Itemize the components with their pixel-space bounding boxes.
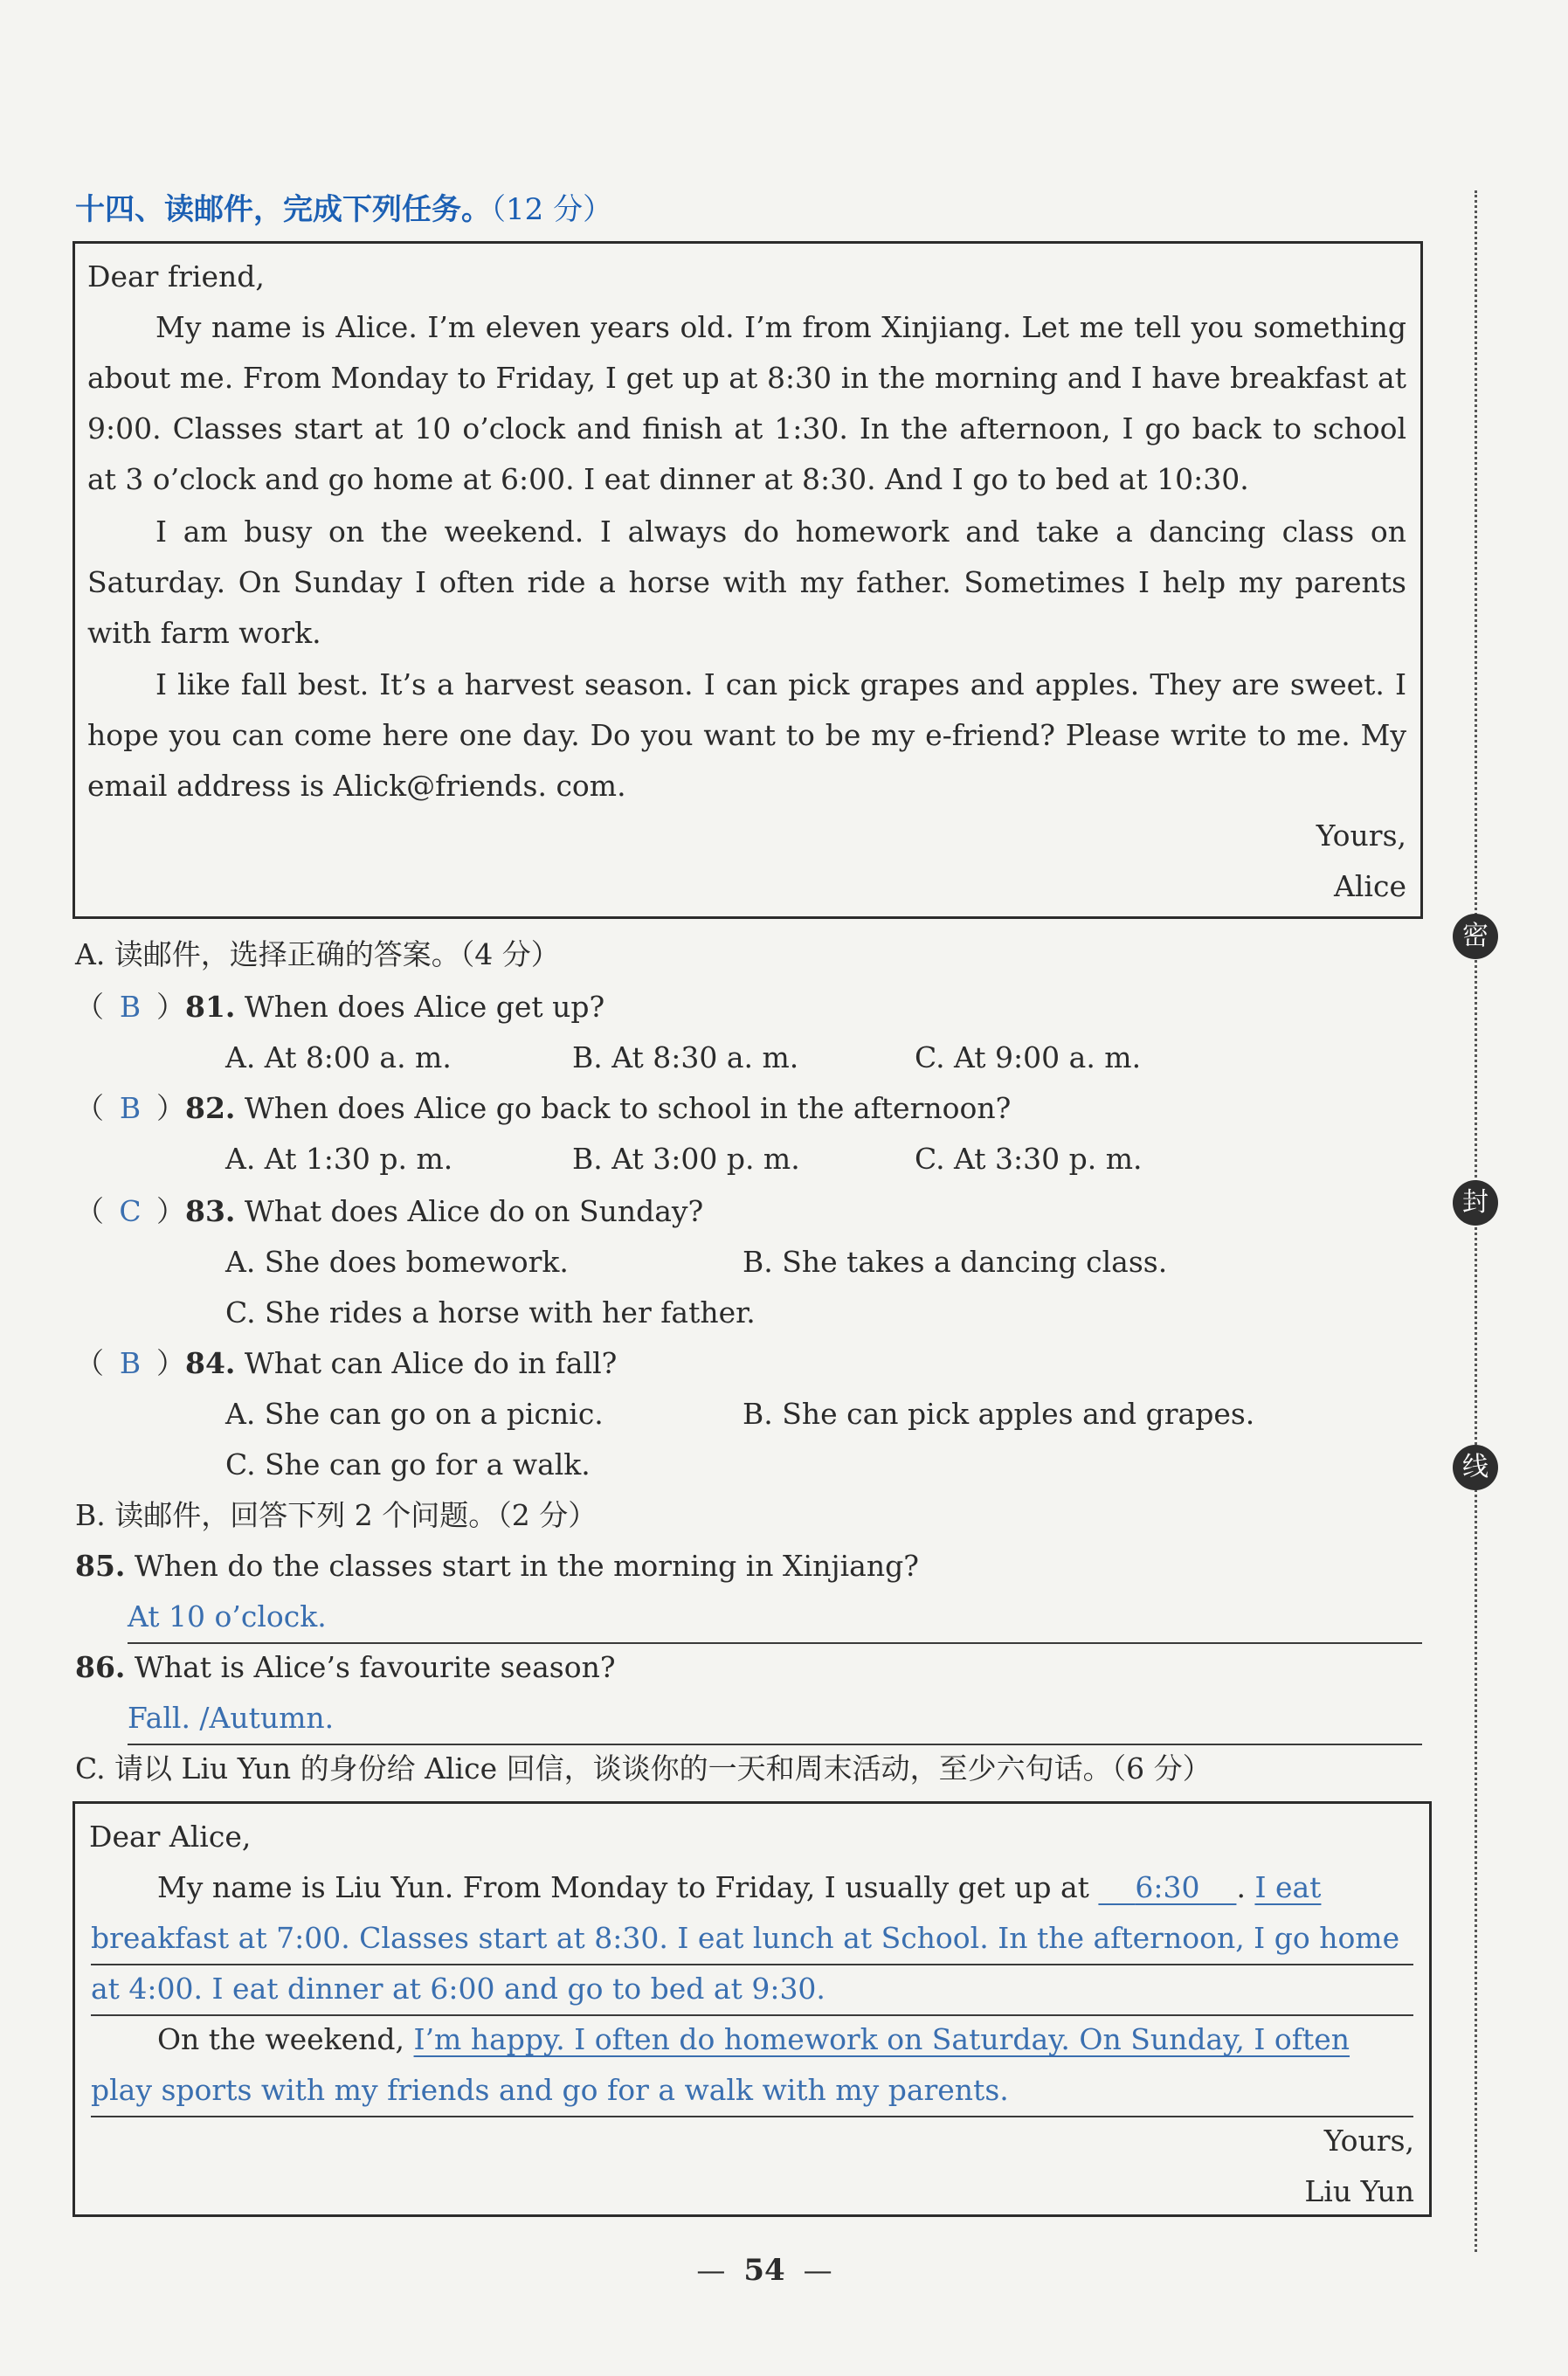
reply-greeting: Dear Alice, [89,1820,252,1854]
part-c-title: C. 请以 Liu Yun 的身份给 Alice 回信，谈谈你的一天和周末活动，至少六句话。（6 分） [75,1751,1212,1785]
seal-mark-feng: 封 [1453,1180,1498,1226]
reply-line-5: play sports with my friends and go for a walk with my parents. [91,2065,1413,2117]
section-title-text: 十四、读邮件，完成下列任务。 [75,192,491,227]
question-85: 85. When do the classes start in the morning in Xinjiang? [75,1549,919,1583]
option-84-c: C. She can go for a walk. [225,1447,591,1482]
letter-signature: Alice [1334,869,1406,903]
option-83-a: A. She does bomework. [225,1245,569,1279]
answer-86: Fall. /Autumn. [128,1693,1422,1745]
option-82-b: B. At 3:00 p. m. [572,1142,800,1176]
reply-line-4: On the weekend, I’m happy. I often do homework on Saturday. On Sunday, I often [157,2022,1350,2056]
option-82-a: A. At 1:30 p. m. [225,1142,453,1176]
letter-greeting: Dear friend, [87,259,265,294]
answer-82: B [119,1091,142,1125]
section-title [75,185,612,228]
option-84-b: B. She can pick apples and grapes. [743,1397,1255,1431]
page-dash-left: — [696,2253,726,2287]
seal-mark-xian: 线 [1453,1445,1498,1490]
part-b-title: B. 读邮件，回答下列 2 个问题。（2 分） [75,1498,597,1532]
option-83-c: C. She rides a horse with her father. [225,1295,756,1330]
question-84: （ B ）84. What can Alice do in fall? [75,1338,617,1389]
letter-paragraph-1: My name is Alice. I’m eleven years old. I’m from Xinjiang. Let me tell you something about me. From Monday to Friday, I get up at 8:30 in the morning and I have breakfast at 9:00. Classes start at 10 o’clock and finish at 1:30. In the afternoon, I go back to school at 3 o’clock and go home at 6:00. I eat dinner at 8:30. And I go to bed at 10:30. [87,310,1406,496]
letter-closing: Yours, [1316,818,1406,853]
question-83: （ C ）83. What does Alice do on Sunday? [75,1186,703,1237]
answer-81: B [119,990,142,1024]
option-81-c: C. At 9:00 a. m. [915,1040,1142,1074]
option-84-a: A. She can go on a picnic. [225,1397,604,1431]
option-81-a: A. At 8:00 a. m. [225,1040,452,1074]
question-81: （ B ）81. When does Alice get up? [75,982,604,1033]
answer-83: C [119,1194,142,1228]
reply-line-2: breakfast at 7:00. Classes start at 8:30. I eat lunch at School. In the afternoon, I go home [91,1913,1413,1965]
letter-paragraph-2: I am busy on the weekend. I always do homework and take a dancing class on Saturday. On Sunday I often ride a horse with my father. Sometimes I help my parents with farm work. [87,515,1406,650]
question-86: 86. What is Alice’s favourite season? [75,1650,616,1684]
reply-signature: Liu Yun [1304,2174,1414,2208]
part-a-title: A. 读邮件，选择正确的答案。（4 分） [75,937,560,971]
section-points: （12 分） [491,192,613,227]
reply-line-3: at 4:00. I eat dinner at 6:00 and go to bed at 9:30. [91,1964,1413,2016]
seal-mark-mi: 密 [1453,914,1498,959]
page-dash-right: — [803,2253,832,2287]
reply-blank-1: 6:30 [1135,1870,1200,1904]
reply-line-1: My name is Liu Yun. From Monday to Friday, I usually get up at 6:30 . I eat [157,1870,1322,1904]
page-footer [681,2245,847,2296]
letter-paragraph-3: I like fall best. It’s a harvest season. I can pick grapes and apples. They are sweet. I hope you can come here one day. Do you want to be my e-friend? Please write to me. My email address is Alick@friends. com. [87,667,1406,803]
page-number: 54 [743,2253,785,2288]
answer-84: B [119,1346,142,1380]
answer-85: At 10 o’clock. [128,1592,1422,1644]
option-82-c: C. At 3:30 p. m. [915,1142,1143,1176]
option-81-b: B. At 8:30 a. m. [572,1040,799,1074]
option-83-b: B. She takes a dancing class. [743,1245,1168,1279]
reply-closing: Yours, [1323,2124,1414,2158]
question-82: （ B ）82. When does Alice go back to school in the afternoon? [75,1083,1011,1134]
